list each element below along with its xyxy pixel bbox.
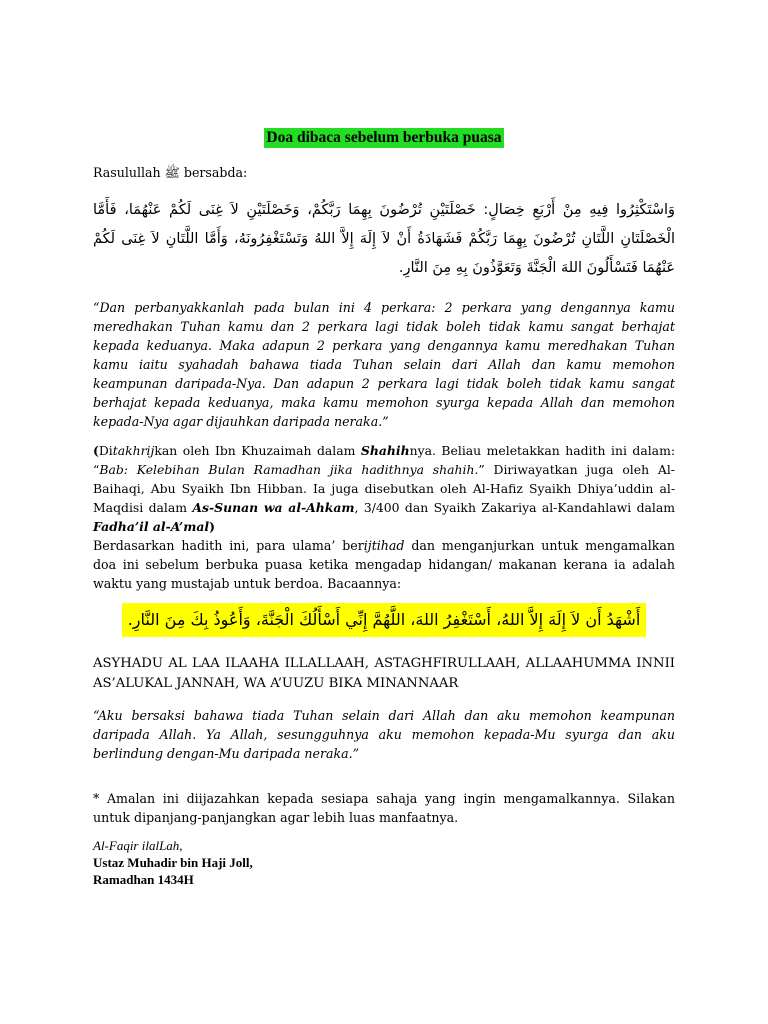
doa-arabic-text: أَشْهَدُ أَن لاَ إِلَهَ إِلاَّ اللهُ، أَسْتَغْفِرُ اللهَ، اللَّهُمَّ إِنِّي أَسْأَلُكَ الْجَنَّةَ، وَأَعُوذُ بِكَ مِنَ النَّارِ.: [122, 603, 647, 637]
title-container: [0, 127, 768, 148]
explanation-paragraph: Berdasarkan hadith ini, para ulama’ berijtihad dan menganjurkan untuk mengamalkan doa ini sebelum berbuka puasa ketika mengadap hidangan/ makanan kerana ia adalah waktu yang mustajab untuk berdoa. Bacaannya:: [93, 538, 675, 591]
hadith-source-note: (Ditakhrijkan oleh Ibn Khuzaimah dalam Shahihnya. Beliau meletakkan hadith ini dalam: “Bab: Kelebihan Bulan Ramadhan jika hadithnya shahih.” Diriwayatkan juga oleh Al-Baihaqi, Abu Syaikh Ibn Hibban. Ia juga disebutkan oleh Al-Hafiz Syaikh Dhiya’uddin al-Maqdisi dalam As-Sunan wa al-Ahkam, 3/400 dan Syaikh Zakariya al-Kandahlawi dalam Fadha’il al-A’mal): [93, 443, 675, 534]
signature-line-3: Ramadhan 1434H: [93, 872, 194, 887]
signature-line-2: Ustaz Muhadir bin Haji Joll,: [93, 855, 253, 870]
doa-transliteration: ASYHADU AL LAA ILAAHA ILLALLAAH, ASTAGHFIRULLAAH, ALLAAHUMMA INNII AS’ALUKAL JANNAH, WA A’UUZU BIKA MINANNAAR: [93, 656, 675, 691]
document-title: Doa dibaca sebelum berbuka puasa: [266, 129, 502, 146]
practice-note: * Amalan ini diijazahkan kepada sesiapa sahaja yang ingin mengamalkannya. Silakan untuk dipanjang-panjangkan agar lebih luas manfaatnya.: [93, 791, 675, 825]
intro-line: Rasulullah ﷺ bersabda:: [93, 165, 248, 180]
hadith-arabic-text: وَاسْتَكْثِرُوا فِيهِ مِنْ أَرْبَعِ خِصَالٍ: خَصْلَتَيْنِ تُرْضُونَ بِهِمَا رَبَّكُمْ، وَخَصْلَتَيْنِ لاَ غِنَى لَكُمْ عَنْهُمَا، فَأَمَّا الْخَصْلَتَانِ اللَّتَانِ تُرْضُونَ بِهِمَا رَبَّكُمْ فَشَهَادَةُ أَنْ لاَ إِلَهَ إِلاَّ اللهُ وَتَسْتَغْفِرُونَهُ، وَأَمَّا اللَّتَانِ لاَ غِنَى لَكُمْ عَنْهُمَا فَتَسْأَلُونَ اللهَ الْجَنَّةَ وَتَعَوَّذُونَ بِهِ مِنَ النَّارِ.: [93, 202, 675, 276]
doa-arabic-container: [93, 603, 675, 637]
doa-translation: “Aku bersaksi bahawa tiada Tuhan selain dari Allah dan aku memohon keampunan daripada Allah. Ya Allah, sesungguhnya aku memohon kepada-Mu syurga dan aku berlindung dengan-Mu daripada neraka.”: [93, 708, 675, 761]
hadith-translation: “Dan perbanyakkanlah pada bulan ini 4 perkara: 2 perkara yang dengannya kamu meredhakan Tuhan kamu dan 2 perkara lagi tidak boleh tidak kamu sangat berhajat kepada keduanya. Maka adapun 2 perkara yang dengannya kamu meredhakan Tuhan kamu iaitu syahadah bahawa tiada Tuhan selain dari Allah dan kamu memohon keampunan daripada-Nya. Dan adapun 2 perkara lagi tidak boleh tidak kamu sangat berhajat kepada keduanya, maka kamu memohon syurga kepada Allah dan memohon kepada-Nya agar dijauhkan daripada neraka.”: [93, 300, 675, 429]
signature-line-1: Al-Faqir ilalLah,: [93, 838, 183, 853]
signature-block: [93, 837, 675, 888]
